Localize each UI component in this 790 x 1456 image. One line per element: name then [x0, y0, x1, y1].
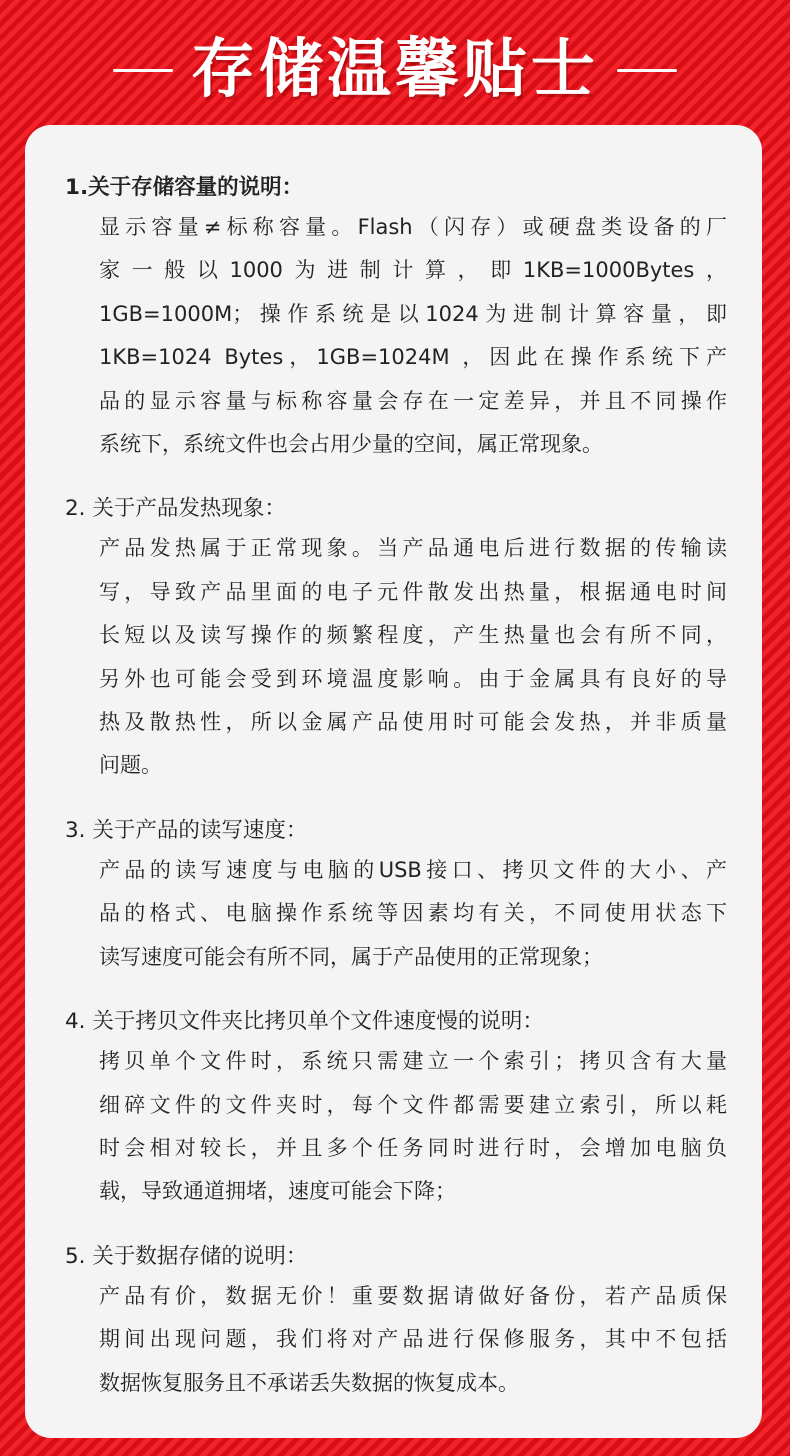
section-body — [99, 206, 727, 466]
body-line: 品的格式、电脑操作系统等因素均有关，不同使用状态下 — [99, 901, 727, 926]
section-heading: 3. 关于产品的读写速度： — [65, 817, 308, 843]
body-line: 系统下，系统文件也会占用少量的空间，属正常现象。 — [99, 432, 603, 457]
body-line: 长短以及读写操作的频繁程度，产生热量也会有所不同， — [99, 623, 727, 648]
body-line: 品的显示容量与标称容量会存在一定差异，并且不同操作 — [99, 388, 727, 413]
body-line: 拷贝单个文件时，系统只需建立一个索引；拷贝含有大量 — [99, 1049, 727, 1074]
section-heating — [65, 491, 727, 787]
section-body — [99, 849, 727, 979]
body-line: 写，导致产品里面的电子元件散发出热量，根据通电时间 — [99, 579, 727, 604]
body-line: 显示容量≠标称容量。Flash（闪存）或硬盘类设备的厂 — [99, 215, 727, 239]
header-left-rule — [113, 69, 173, 72]
body-line: 家一般以1000为进制计算，即1KB=1000Bytes， — [99, 258, 727, 283]
section-body — [99, 1040, 727, 1214]
body-line: 细碎文件的文件夹时，每个文件都需要建立索引，所以耗 — [99, 1092, 727, 1117]
section-heading: 2. 关于产品发热现象： — [65, 496, 286, 522]
body-line: 读写速度可能会有所不同，属于产品使用的正常现象； — [99, 944, 603, 969]
section-heading: 5. 关于数据存储的说明： — [65, 1243, 308, 1269]
header-right-rule — [617, 69, 677, 72]
section-body — [99, 527, 727, 787]
tips-card — [25, 125, 762, 1438]
page-header — [0, 28, 790, 112]
body-line: 另外也可能会受到环境温度影响。由于金属具有良好的导 — [99, 666, 727, 691]
body-line: 数据恢复服务且不承诺丢失数据的恢复成本。 — [99, 1370, 519, 1395]
section-heading: 1.关于存储容量的说明： — [65, 175, 304, 200]
body-line: 产品发热属于正常现象。当产品通电后进行数据的传输读 — [99, 536, 727, 561]
body-line: 产品有价，数据无价！重要数据请做好备份，若产品质保 — [99, 1283, 727, 1308]
body-line: 载，导致通道拥堵，速度可能会下降； — [99, 1179, 456, 1204]
body-line: 1GB=1000M；操作系统是以1024为进制计算容量，即 — [99, 301, 727, 326]
body-line: 问题。 — [99, 753, 162, 778]
section-heading: 4. 关于拷贝文件夹比拷贝单个文件速度慢的说明： — [65, 1009, 544, 1035]
section-storage-capacity — [65, 170, 727, 466]
section-folder-copy-speed — [65, 1004, 727, 1214]
body-line: 期间出现问题，我们将对产品进行保修服务，其中不包括 — [99, 1327, 727, 1352]
body-line: 热及散热性，所以金属产品使用时可能会发热，并非质量 — [99, 710, 727, 735]
body-line: 产品的读写速度与电脑的USB接口、拷贝文件的大小、产 — [99, 857, 727, 882]
section-body — [99, 1275, 727, 1405]
body-line: 1KB=1024 Bytes，1GB=1024M ，因此在操作系统下产 — [99, 345, 727, 370]
page-title: 存储温馨贴士 — [191, 33, 599, 107]
section-read-write-speed — [65, 813, 727, 979]
section-data-storage — [65, 1239, 727, 1405]
body-line: 时会相对较长，并且多个任务同时进行时，会增加电脑负 — [99, 1135, 727, 1160]
